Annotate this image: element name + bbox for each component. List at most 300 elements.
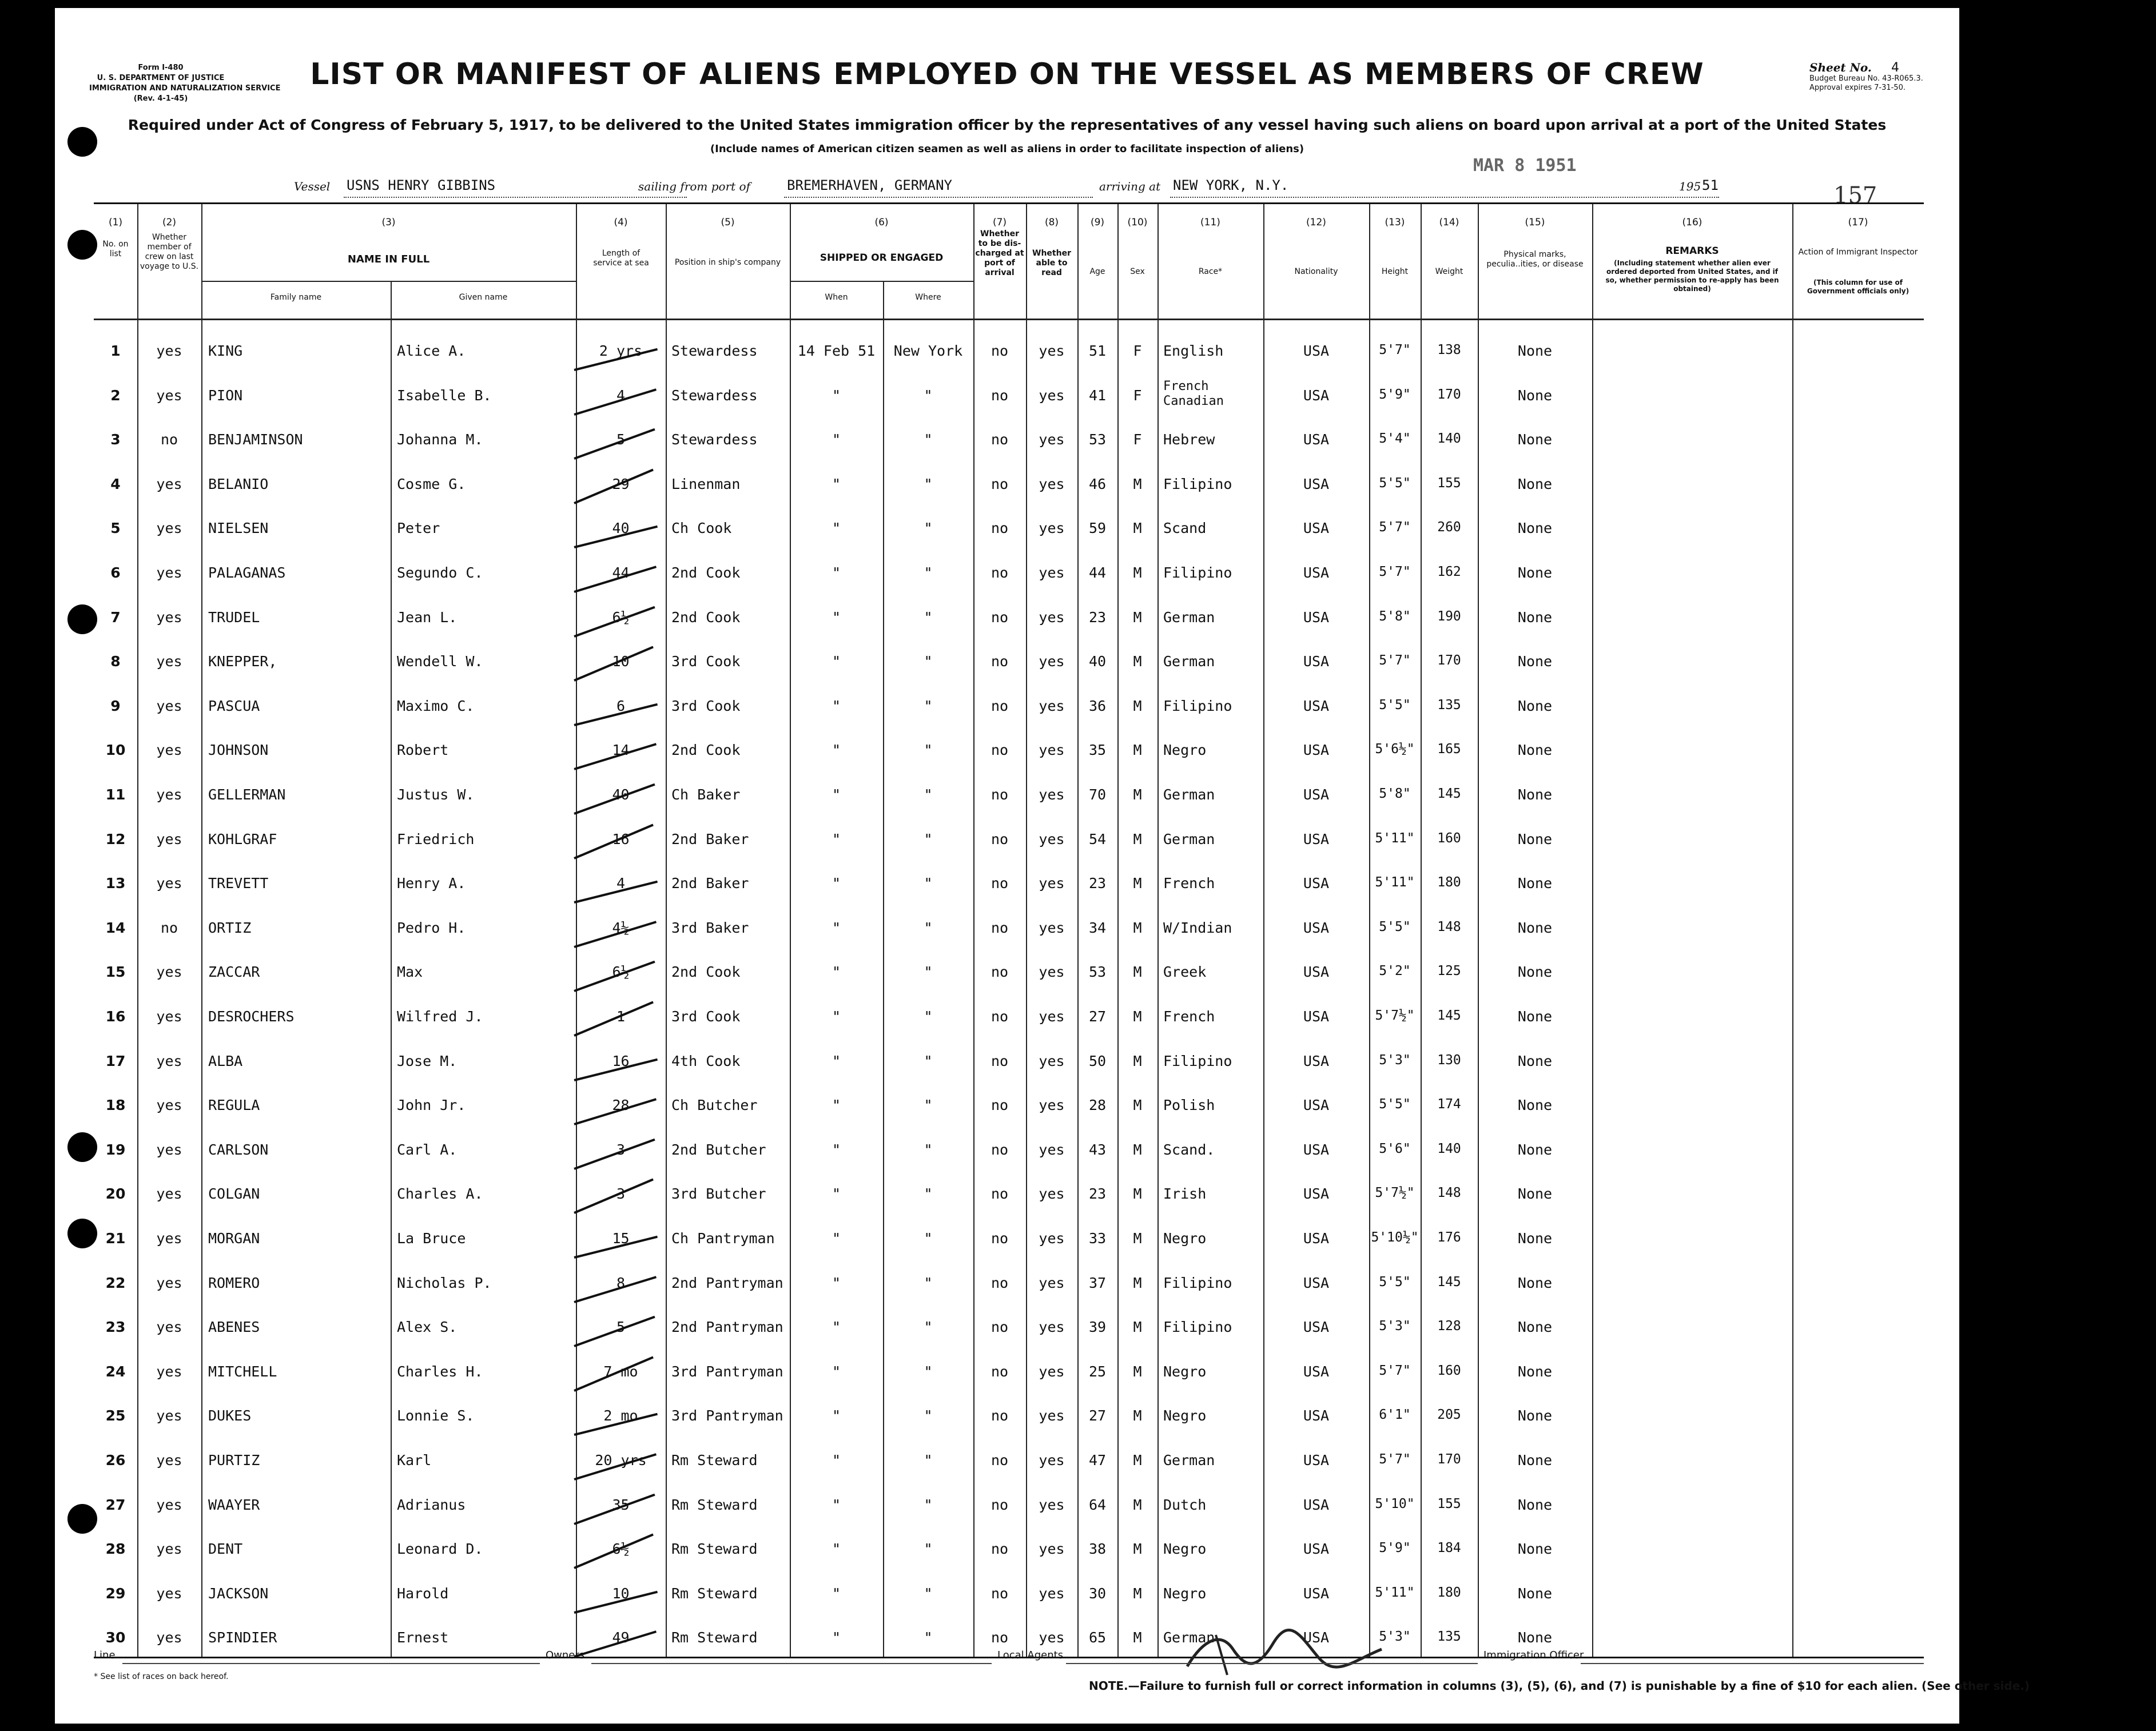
cell-race: Dutch [1163, 1496, 1207, 1513]
sheet-label: Sheet No. [1809, 61, 1872, 74]
cell-where: " [924, 1541, 933, 1558]
cell-height: 5'7" [1379, 1363, 1411, 1378]
cell-crew: yes [156, 1363, 182, 1380]
cell-age: 41 [1088, 387, 1107, 404]
cell-n: 16 [105, 1008, 126, 1025]
cell-when: " [832, 653, 841, 670]
header-remarks: REMARKS [1665, 245, 1719, 257]
cell-disch: no [991, 1008, 1009, 1025]
cell-position: 3rd Cook [671, 653, 741, 670]
cell-sex: M [1133, 786, 1142, 803]
cell-family: KOHLGRAF [208, 830, 277, 847]
cell-nat: USA [1303, 1629, 1330, 1646]
cell-n: 18 [105, 1097, 126, 1114]
cell-sex: M [1133, 564, 1142, 581]
table-row [94, 734, 1924, 777]
cell-read: yes [1039, 1585, 1065, 1602]
cell-nat: USA [1303, 1008, 1330, 1025]
table-row [94, 1399, 1924, 1443]
cell-race: German [1163, 653, 1215, 670]
cell-nat: USA [1303, 520, 1330, 537]
cell-crew: yes [156, 1319, 182, 1336]
cell-read: yes [1039, 564, 1065, 581]
cell-when: " [832, 830, 841, 847]
cell-n: 10 [105, 742, 126, 759]
cell-race: French [1163, 875, 1215, 892]
cell-marks: None [1517, 1629, 1553, 1646]
cell-marks: None [1517, 964, 1553, 981]
approval-expires: Approval expires 7-31-50. [1809, 83, 1906, 92]
cell-where: " [924, 1185, 933, 1203]
table-row [94, 1489, 1924, 1532]
cell-where: " [924, 1629, 933, 1646]
cell-nat: USA [1303, 1541, 1330, 1558]
cell-position: Rm Steward [671, 1452, 758, 1469]
cell-height: 5'3" [1379, 1629, 1411, 1645]
sailing-from: BREMERHAVEN, GERMANY [787, 177, 952, 193]
cell-height: 5'10½" [1371, 1230, 1419, 1245]
cell-crew: yes [156, 1141, 182, 1158]
cell-nat: USA [1303, 1585, 1330, 1602]
cell-given: Pedro H. [397, 919, 466, 936]
cell-given: Jose M. [397, 1052, 458, 1069]
cell-given: Carl A. [397, 1141, 458, 1158]
sailing-label: sailing from port of [638, 180, 750, 193]
cell-crew: yes [156, 875, 182, 892]
cell-disch: no [991, 964, 1009, 981]
header-bottom [94, 319, 1924, 320]
cell-sex: M [1133, 608, 1142, 626]
cell-sex: M [1133, 1541, 1142, 1558]
cell-position: 3rd Cook [671, 1008, 741, 1025]
table-row [94, 1267, 1924, 1310]
cell-nat: USA [1303, 653, 1330, 670]
cell-marks: None [1517, 475, 1553, 492]
cell-age: 54 [1088, 830, 1107, 847]
cell-service: 14 [612, 742, 630, 759]
cell-marks: None [1517, 697, 1553, 714]
cell-where: New York [893, 343, 963, 359]
cell-race: French Canadian [1163, 379, 1224, 408]
header-crew-last-voyage: Whether member of crew on last voyage to U.S. [140, 233, 199, 271]
vessel-label: Vessel [294, 180, 331, 193]
cell-sex: M [1133, 875, 1142, 892]
cell-disch: no [991, 1541, 1009, 1558]
cell-weight: 162 [1437, 564, 1461, 579]
cell-height: 5'11" [1375, 830, 1415, 846]
cell-family: PURTIZ [208, 1452, 260, 1469]
cell-disch: no [991, 919, 1009, 936]
cell-service: 20 yrs [595, 1452, 647, 1469]
cell-height: 5'6" [1379, 1141, 1411, 1156]
punch-hole [67, 230, 97, 260]
cell-disch: no [991, 475, 1009, 492]
cell-age: 37 [1088, 1274, 1107, 1291]
cell-nat: USA [1303, 742, 1330, 759]
cell-age: 44 [1088, 564, 1107, 581]
cell-disch: no [991, 1407, 1009, 1424]
header-shipped: SHIPPED OR ENGAGED [820, 252, 944, 264]
cell-when: " [832, 475, 841, 492]
cell-marks: None [1517, 1496, 1553, 1513]
footer-races-note: * See list of races on back hereof. [94, 1672, 229, 1681]
cell-n: 17 [105, 1052, 126, 1069]
cell-weight: 180 [1437, 875, 1461, 890]
cell-crew: yes [156, 1274, 182, 1291]
cell-crew: yes [156, 742, 182, 759]
cell-position: 2nd Cook [671, 608, 741, 626]
cell-sex: M [1133, 475, 1142, 492]
cell-service: 6½ [612, 608, 630, 626]
cell-given: Wendell W. [397, 653, 483, 670]
cell-age: 23 [1088, 608, 1107, 626]
cell-service: 1 [616, 1008, 626, 1025]
cell-disch: no [991, 343, 1009, 359]
cell-service: 28 [612, 1097, 630, 1114]
cell-sex: M [1133, 964, 1142, 981]
header-able-read: Whether able to read [1032, 249, 1071, 277]
cell-given: La Bruce [397, 1230, 466, 1247]
cell-family: TRUDEL [208, 608, 260, 626]
cell-crew: yes [156, 387, 182, 404]
cell-age: 23 [1088, 1185, 1107, 1203]
cell-height: 5'7½" [1375, 1185, 1415, 1201]
punch-hole [67, 604, 97, 634]
cell-weight: 128 [1437, 1319, 1461, 1334]
cell-given: Johanna M. [397, 431, 483, 448]
cell-sex: M [1133, 1585, 1142, 1602]
cell-race: Negro [1163, 1230, 1207, 1247]
cell-race: Filipino [1163, 697, 1232, 714]
cell-weight: 170 [1437, 1452, 1461, 1467]
table-row [94, 1133, 1924, 1177]
cell-when: " [832, 387, 841, 404]
subtitle-note: (Include names of American citizen seamen as well as aliens in order to facilitate inspection of aliens) [710, 143, 1304, 155]
cell-n: 3 [110, 431, 121, 448]
cell-family: NIELSEN [208, 520, 269, 537]
cell-family: TREVETT [208, 875, 269, 892]
cell-crew: yes [156, 1230, 182, 1247]
cell-nat: USA [1303, 697, 1330, 714]
cell-crew: yes [156, 1629, 182, 1646]
cell-height: 5'7" [1379, 564, 1411, 579]
vessel-name: USNS HENRY GIBBINS [347, 177, 496, 193]
cell-crew: yes [156, 520, 182, 537]
cell-nat: USA [1303, 343, 1330, 359]
cell-weight: 145 [1437, 1008, 1461, 1023]
header-remarks-note: (Including statement whether alien ever ordered deported from United States, and if so, whether permission to re-apply has been obtained) [1605, 259, 1779, 293]
cell-race: Irish [1163, 1185, 1207, 1203]
header-age: Age [1089, 267, 1105, 276]
col-num-4: (4) [614, 217, 628, 228]
cell-where: " [924, 1585, 933, 1602]
cell-age: 33 [1088, 1230, 1107, 1247]
cell-race: German [1163, 608, 1215, 626]
cell-disch: no [991, 608, 1009, 626]
cell-where: " [924, 1274, 933, 1291]
cell-service: 2 yrs [599, 343, 643, 359]
cell-height: 5'7" [1379, 343, 1411, 357]
cell-where: " [924, 1319, 933, 1336]
footer-officer-label: Immigration Officer [1483, 1649, 1584, 1661]
cell-race: Filipino [1163, 564, 1232, 581]
cell-where: " [924, 564, 933, 581]
cell-when: " [832, 1629, 841, 1646]
cell-crew: yes [156, 653, 182, 670]
col-num-14: (14) [1439, 217, 1459, 228]
cell-weight: 190 [1437, 608, 1461, 624]
table-row [94, 1222, 1924, 1266]
cell-race: Polish [1163, 1097, 1215, 1114]
cell-race: Negro [1163, 1541, 1207, 1558]
service: IMMIGRATION AND NATURALIZATION SERVICE [89, 84, 281, 93]
table-row [94, 823, 1924, 866]
col-num-13: (13) [1385, 217, 1405, 228]
cell-disch: no [991, 431, 1009, 448]
cell-service: 4½ [612, 919, 630, 936]
cell-given: Charles H. [397, 1363, 483, 1380]
cell-marks: None [1517, 1097, 1553, 1114]
cell-given: Nicholas P. [397, 1274, 492, 1291]
cell-given: Adrianus [397, 1496, 466, 1513]
cell-n: 13 [105, 875, 126, 892]
cell-read: yes [1039, 1052, 1065, 1069]
cell-height: 5'11" [1375, 875, 1415, 890]
table-row [94, 1444, 1924, 1487]
cell-race: Greek [1163, 964, 1207, 981]
cell-family: ZACCAR [208, 964, 260, 981]
cell-read: yes [1039, 1141, 1065, 1158]
cell-read: yes [1039, 1407, 1065, 1424]
cell-weight: 170 [1437, 387, 1461, 402]
cell-service: 7 mo [603, 1363, 638, 1380]
cell-when: " [832, 431, 841, 448]
cell-sex: M [1133, 1097, 1142, 1114]
table-row [94, 867, 1924, 910]
cell-when: " [832, 564, 841, 581]
cell-height: 5'9" [1379, 387, 1411, 402]
cell-nat: USA [1303, 1097, 1330, 1114]
cell-height: 5'9" [1379, 1541, 1411, 1556]
cell-when: " [832, 520, 841, 537]
cell-nat: USA [1303, 608, 1330, 626]
cell-sex: M [1133, 830, 1142, 847]
header-position: Position in ship's company [674, 258, 781, 267]
cell-weight: 160 [1437, 1363, 1461, 1378]
col-num-1: (1) [108, 217, 123, 228]
cell-sex: M [1133, 1008, 1142, 1025]
cell-read: yes [1039, 520, 1065, 537]
cell-nat: USA [1303, 1141, 1330, 1158]
cell-height: 5'5" [1379, 1274, 1411, 1290]
cell-age: 40 [1088, 653, 1107, 670]
cell-race: Negro [1163, 742, 1207, 759]
cell-sex: M [1133, 1496, 1142, 1513]
cell-disch: no [991, 1141, 1009, 1158]
cell-read: yes [1039, 964, 1065, 981]
cell-read: yes [1039, 1274, 1065, 1291]
cell-service: 5 [616, 431, 626, 448]
cell-marks: None [1517, 1185, 1553, 1203]
header-length-service: Length of service at sea [593, 249, 649, 268]
arriving-at: NEW YORK, N.Y. [1173, 177, 1289, 193]
cell-marks: None [1517, 608, 1553, 626]
cell-weight: 148 [1437, 1185, 1461, 1201]
cell-disch: no [991, 387, 1009, 404]
col-num-10: (10) [1127, 217, 1148, 228]
cell-age: 30 [1088, 1585, 1107, 1602]
header-action-note: (This column for use of Government officials only) [1807, 278, 1910, 295]
cell-marks: None [1517, 431, 1553, 448]
cell-service: 15 [612, 1230, 630, 1247]
cell-weight: 135 [1437, 1629, 1461, 1645]
cell-sex: M [1133, 1319, 1142, 1336]
cell-family: MITCHELL [208, 1363, 277, 1380]
cell-when: " [832, 875, 841, 892]
cell-weight: 140 [1437, 1141, 1461, 1156]
cell-position: Ch Pantryman [671, 1230, 775, 1247]
cell-marks: None [1517, 1230, 1553, 1247]
header-height: Height [1381, 267, 1409, 276]
cell-position: 2nd Pantryman [671, 1274, 783, 1291]
cell-family: KING [208, 343, 243, 359]
cell-n: 29 [105, 1585, 126, 1602]
cell-given: Ernest [397, 1629, 449, 1646]
cell-age: 65 [1088, 1629, 1107, 1646]
cell-n: 12 [105, 830, 126, 847]
cell-where: " [924, 875, 933, 892]
cell-family: JOHNSON [208, 742, 269, 759]
cell-position: Rm Steward [671, 1585, 758, 1602]
cell-given: Friedrich [397, 830, 475, 847]
cell-sex: M [1133, 1407, 1142, 1424]
table-row [94, 1355, 1924, 1399]
cell-crew: yes [156, 1008, 182, 1025]
cell-marks: None [1517, 786, 1553, 803]
cell-where: " [924, 1008, 933, 1025]
cell-position: Stewardess [671, 431, 758, 448]
cell-family: BELANIO [208, 475, 269, 492]
cell-where: " [924, 964, 933, 981]
cell-marks: None [1517, 1274, 1553, 1291]
cell-service: 40 [612, 786, 630, 803]
table-row [94, 778, 1924, 822]
cell-read: yes [1039, 1496, 1065, 1513]
table-row [94, 1311, 1924, 1354]
cell-age: 64 [1088, 1496, 1107, 1513]
cell-when: " [832, 1274, 841, 1291]
cell-when: " [832, 1319, 841, 1336]
cell-position: Rm Steward [671, 1629, 758, 1646]
cell-marks: None [1517, 919, 1553, 936]
cell-sex: M [1133, 742, 1142, 759]
cell-where: " [924, 1363, 933, 1380]
cell-crew: yes [156, 1541, 182, 1558]
cell-family: SPINDIER [208, 1629, 277, 1646]
cell-given: Justus W. [397, 786, 475, 803]
cell-sex: M [1133, 1141, 1142, 1158]
cell-marks: None [1517, 653, 1553, 670]
punch-hole [67, 1219, 97, 1248]
cell-family: KNEPPER, [208, 653, 277, 670]
cell-nat: USA [1303, 919, 1330, 936]
cell-n: 20 [105, 1185, 126, 1203]
cell-n: 2 [110, 387, 121, 404]
cell-read: yes [1039, 608, 1065, 626]
cell-age: 46 [1088, 475, 1107, 492]
cell-n: 22 [105, 1274, 126, 1291]
shipped-subheader-line [790, 281, 973, 282]
cell-when: " [832, 1585, 841, 1602]
cell-height: 5'7" [1379, 1452, 1411, 1467]
cell-race: Scand [1163, 520, 1207, 537]
cell-n: 6 [110, 564, 121, 581]
cell-when: " [832, 1407, 841, 1424]
sheet-number: 4 [1891, 61, 1900, 75]
cell-height: 5'5" [1379, 1097, 1411, 1112]
cell-crew: no [160, 919, 178, 936]
cell-crew: yes [156, 1052, 182, 1069]
cell-race: Filipino [1163, 1052, 1232, 1069]
cell-n: 21 [105, 1230, 126, 1247]
cell-read: yes [1039, 1008, 1065, 1025]
cell-family: COLGAN [208, 1185, 260, 1203]
table-row [94, 335, 1924, 378]
cell-race: German [1163, 1452, 1215, 1469]
cell-disch: no [991, 564, 1009, 581]
cell-where: " [924, 1097, 933, 1114]
cell-when: " [832, 608, 841, 626]
cell-weight: 130 [1437, 1052, 1461, 1068]
cell-disch: no [991, 1052, 1009, 1069]
cell-n: 24 [105, 1363, 126, 1380]
cell-where: " [924, 475, 933, 492]
cell-service: 5 [616, 1319, 626, 1336]
table-row [94, 379, 1924, 423]
cell-n: 15 [105, 964, 126, 981]
cell-read: yes [1039, 1185, 1065, 1203]
cell-where: " [924, 387, 933, 404]
cell-position: 2nd Cook [671, 564, 741, 581]
cell-when: " [832, 742, 841, 759]
cell-read: yes [1039, 1363, 1065, 1380]
cell-sex: M [1133, 1452, 1142, 1469]
revision: (Rev. 4-1-45) [133, 94, 188, 103]
cell-when: " [832, 1230, 841, 1247]
cell-position: Ch Baker [671, 786, 741, 803]
cell-sex: M [1133, 1363, 1142, 1380]
year-value: 51 [1702, 177, 1719, 193]
cell-family: ROMERO [208, 1274, 260, 1291]
cell-nat: USA [1303, 830, 1330, 847]
cell-where: " [924, 697, 933, 714]
cell-weight: 145 [1437, 1274, 1461, 1290]
cell-marks: None [1517, 1363, 1553, 1380]
header-when: When [825, 293, 848, 302]
footer [94, 1649, 2030, 1718]
col-num-17: (17) [1848, 217, 1868, 228]
cell-race: Filipino [1163, 1274, 1232, 1291]
header-nationality: Nationality [1294, 267, 1338, 276]
cell-marks: None [1517, 742, 1553, 759]
footer-agents-label: Local Agents [997, 1649, 1064, 1661]
cell-service: 4 [616, 387, 626, 404]
cell-given: Harold [397, 1585, 449, 1602]
cell-position: Stewardess [671, 343, 758, 359]
cell-height: 5'3" [1379, 1319, 1411, 1334]
table-row [94, 690, 1924, 733]
col-num-3: (3) [381, 217, 396, 228]
